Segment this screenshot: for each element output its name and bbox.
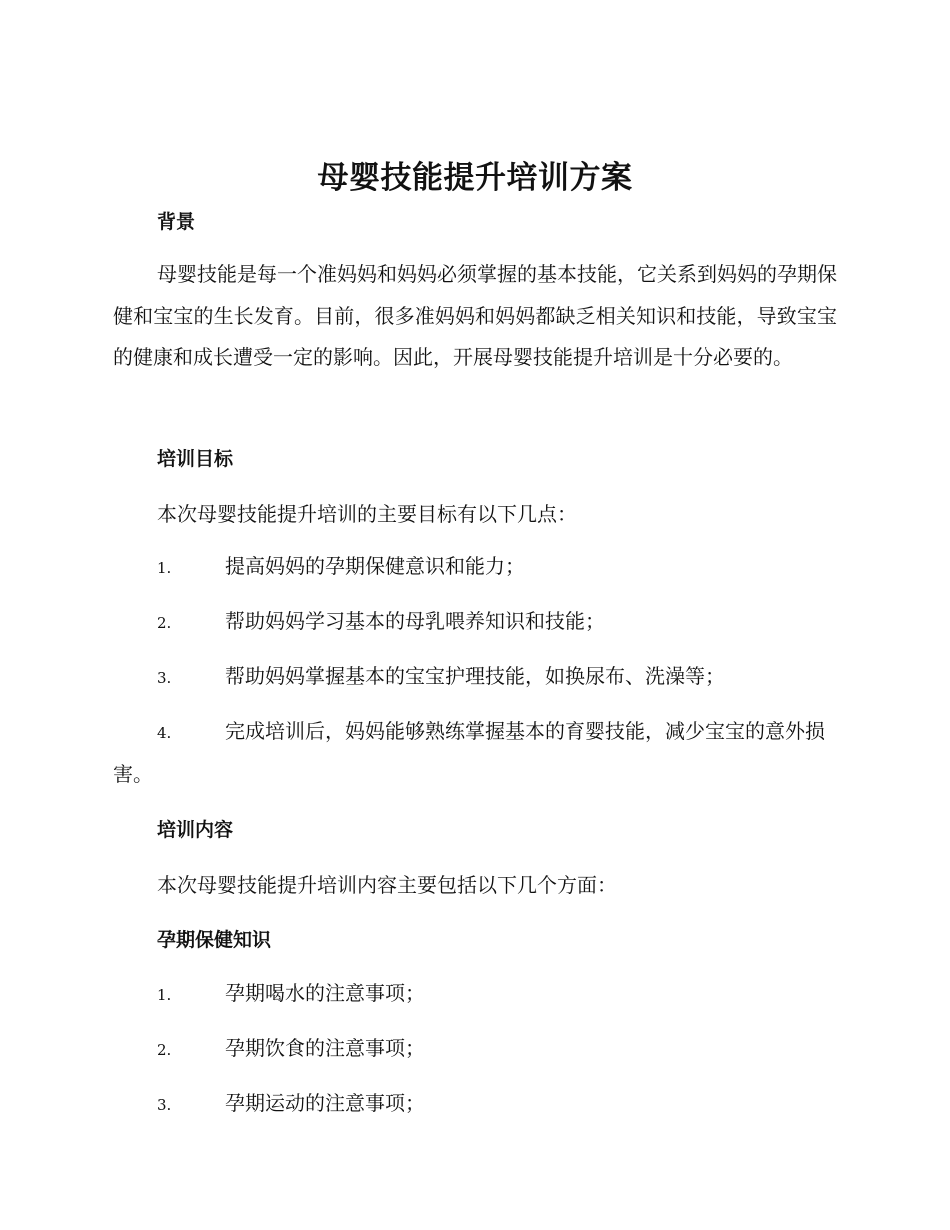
- section-heading-goals: 培训目标: [157, 448, 234, 470]
- list-number: 2.: [157, 1041, 172, 1059]
- prenatal-item-1: [113, 973, 837, 1016]
- list-number: 4.: [157, 724, 172, 742]
- background-paragraph: 母婴技能是每一个准妈妈和妈妈必须掌握的基本技能，它关系到妈妈的孕期保健和宝宝的生长发育。目前，很多准妈妈和妈妈都缺乏相关知识和技能，导致宝宝的健康和成长遭受一定的影响。因此，开展母婴技能提升培训是十分必要的。: [113, 262, 837, 369]
- prenatal-item-3: [113, 1083, 837, 1126]
- section-heading-background: 背景: [157, 211, 196, 233]
- list-number: 1.: [157, 559, 172, 577]
- list-number: 2.: [157, 614, 172, 632]
- list-item-text: 提高妈妈的孕期保健意识和能力；: [225, 554, 525, 578]
- goal-item-3: [113, 656, 837, 699]
- goal-item-4: [113, 711, 837, 795]
- list-number: 3.: [157, 669, 172, 687]
- list-item-text: 帮助妈妈学习基本的母乳喂养知识和技能；: [225, 609, 605, 633]
- section-heading-content: 培训内容: [157, 819, 234, 841]
- list-number: 1.: [157, 986, 172, 1004]
- list-item-text: 完成培训后，妈妈能够熟练掌握基本的育婴技能，减少宝宝的意外损害。: [113, 719, 825, 786]
- goals-intro: 本次母婴技能提升培训的主要目标有以下几点：: [157, 502, 577, 526]
- goal-item-1: [113, 546, 837, 589]
- section-heading-prenatal: 孕期保健知识: [157, 929, 272, 951]
- list-number: 3.: [157, 1096, 172, 1114]
- document-title: 母婴技能提升培训方案: [317, 160, 633, 196]
- list-item-text: 帮助妈妈掌握基本的宝宝护理技能，如换尿布、洗澡等；: [225, 664, 725, 688]
- prenatal-item-2: [113, 1028, 837, 1071]
- list-item-text: 孕期运动的注意事项；: [225, 1091, 425, 1115]
- list-item-text: 孕期喝水的注意事项；: [225, 981, 425, 1005]
- goal-item-2: [113, 601, 837, 644]
- content-intro: 本次母婴技能提升培训内容主要包括以下几个方面：: [157, 873, 617, 897]
- list-item-text: 孕期饮食的注意事项；: [225, 1036, 425, 1060]
